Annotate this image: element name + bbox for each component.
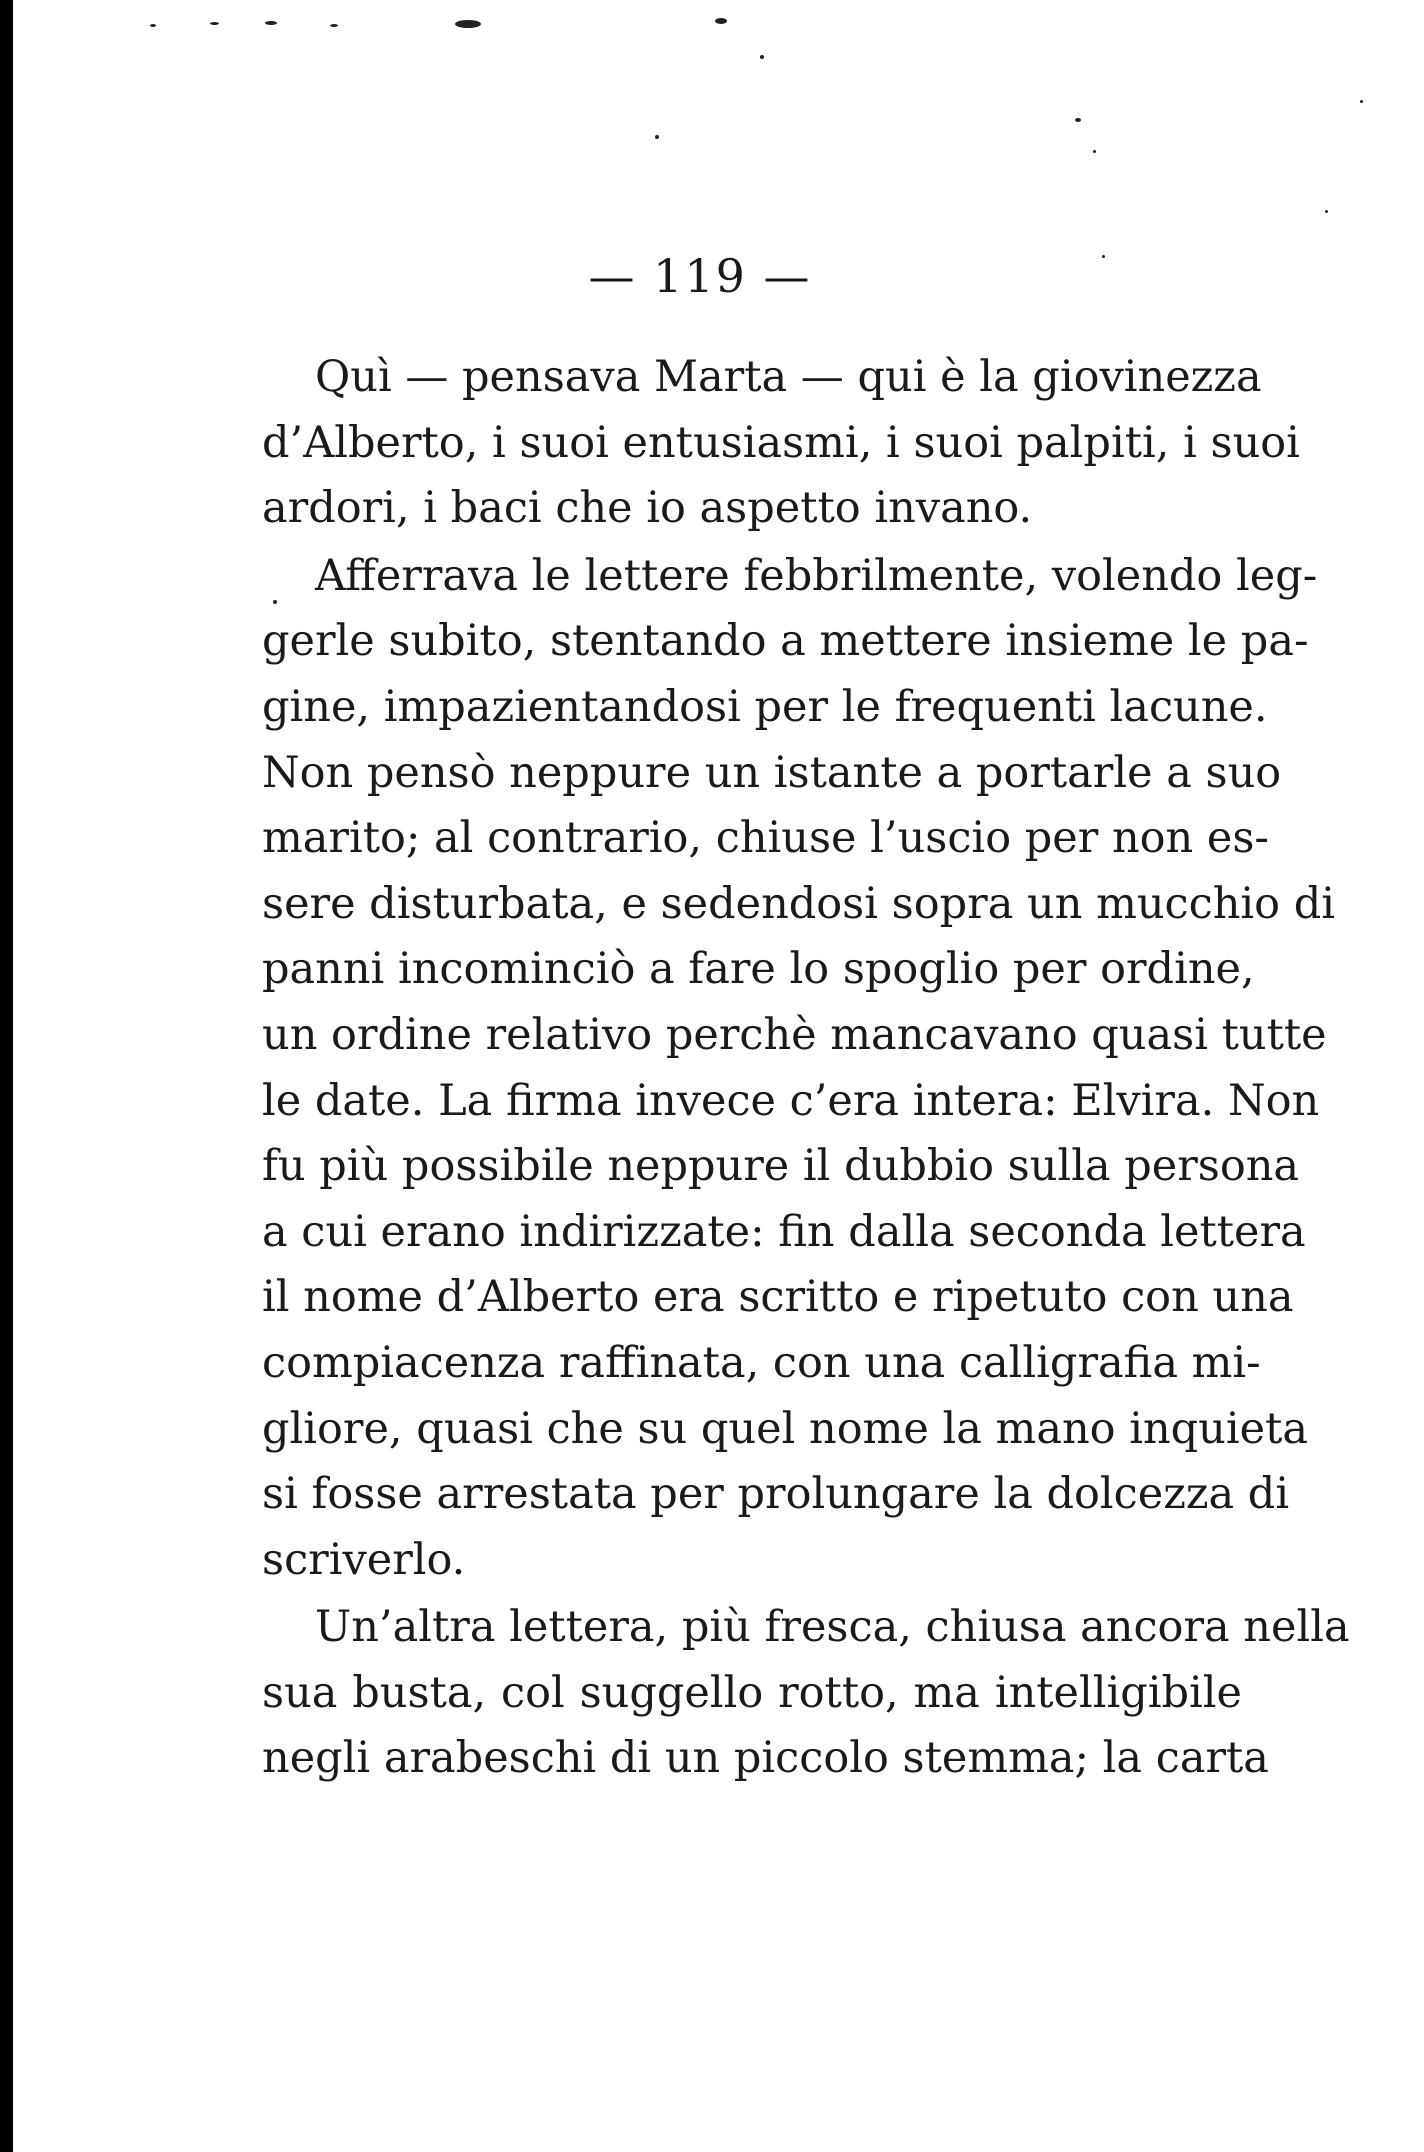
text-line: negli arabeschi di un piccolo stemma; la carta: [262, 1733, 1269, 1784]
text-line: gliore, quasi che su quel nome la mano inquieta: [262, 1403, 1308, 1454]
paragraph-2: [262, 544, 1335, 1594]
scan-speck: [210, 22, 219, 25]
text-line: marito; al contrario, chiuse l’uscio per non es-: [262, 813, 1269, 864]
text-line: si fosse arrestata per prolungare la dolcezza di: [262, 1469, 1290, 1520]
scan-speck: [330, 24, 338, 27]
scan-speck: [1075, 118, 1081, 122]
paragraph-3: [262, 1595, 1350, 1792]
page-number: — 119 —: [588, 249, 812, 303]
scan-speck: [715, 18, 727, 24]
scan-speck: [455, 20, 481, 28]
text-line: le date. La firma invece c’era intera: Elvira. Non: [262, 1075, 1320, 1126]
scan-speck: [1325, 210, 1328, 213]
scan-speck: [760, 55, 764, 59]
text-line: Afferrava le lettere febbrilmente, volendo leg-: [315, 550, 1318, 601]
text-line: scriverlo.: [262, 1534, 466, 1585]
text-line: a cui erano indirizzate: fin dalla seconda lettera: [262, 1206, 1306, 1257]
text-line: sua busta, col suggello rotto, ma intelligibile: [262, 1667, 1242, 1718]
scan-speck: [150, 24, 156, 27]
text-line: compiacenza raffinata, con una calligrafia mi-: [262, 1337, 1261, 1388]
text-line: Non pensò neppure un istante a portarle a suo: [262, 747, 1282, 798]
text-line: Un’altra lettera, più fresca, chiusa ancora nella: [315, 1602, 1350, 1653]
paragraph-1: [262, 345, 1300, 542]
text-line: gerle subito, stentando a mettere insieme le pa-: [262, 616, 1309, 667]
scan-speck: [1360, 100, 1363, 103]
text-line: un ordine relativo perchè mancavano quasi tutte: [262, 1009, 1327, 1060]
text-line: panni incominciò a fare lo spoglio per ordine,: [262, 944, 1255, 995]
body-text: [262, 345, 1350, 1794]
text-line: Quì — pensava Marta — qui è la giovinezza: [315, 352, 1262, 402]
text-line: il nome d’Alberto era scritto e ripetuto con una: [262, 1272, 1294, 1323]
text-line: ardori, i baci che io aspetto invano.: [262, 483, 1033, 534]
text-line: fu più possibile neppure il dubbio sulla persona: [262, 1141, 1300, 1192]
scan-speck: [265, 21, 277, 25]
scanned-page-spine-edge: [0, 0, 13, 2152]
text-line: d’Alberto, i suoi entusiasmi, i suoi palpiti, i suoi: [262, 417, 1300, 468]
text-line: gine, impazientandosi per le frequenti lacune.: [262, 681, 1268, 732]
scan-speck: [1093, 150, 1096, 153]
scan-speck: [655, 135, 659, 139]
text-line: sere disturbata, e sedendosi sopra un mucchio di: [262, 878, 1335, 929]
